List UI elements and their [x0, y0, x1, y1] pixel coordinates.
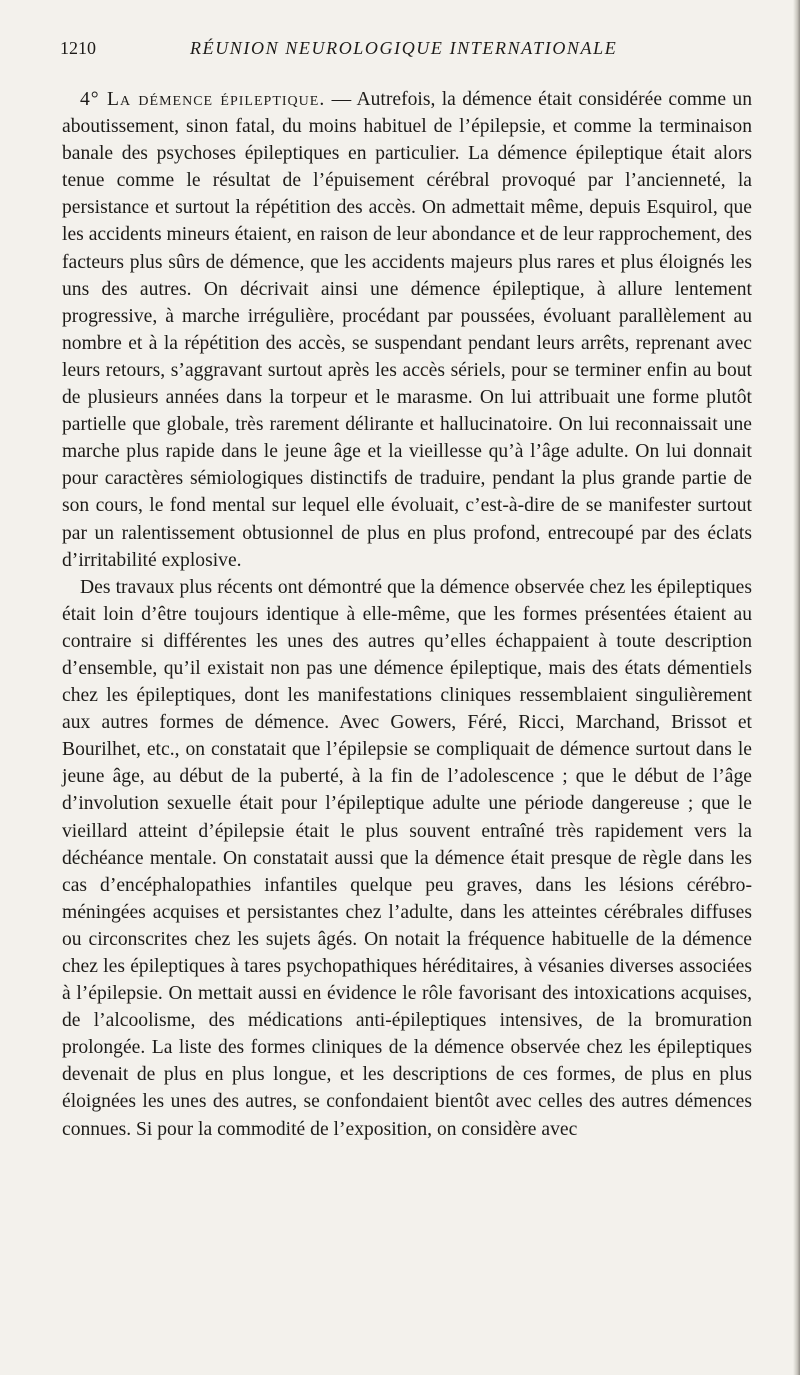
page-number: 1210 — [60, 38, 96, 58]
page-header — [60, 38, 750, 68]
section-heading: 4° La démence épileptique. — [80, 89, 326, 110]
paragraph-2: Des travaux plus récents ont démontré que la démence observée chez les épileptiques était loin d’être toujours identique à elle-même, que les formes présentées étaient au contraire si différentes les unes des autres qu’elles échappaient à toute description d’ensemble, qu’il existait non pas une démence épileptique, mais des états démentiels chez les épileptiques, dont les manifestations cliniques ressemblaient singulièrement aux autres formes de démence. Avec Gowers, Féré, Ricci, Marchand, Brissot et Bourilhet, etc., on constatait que l’épilepsie se compliquait de démence surtout dans le jeune âge, au début de la puberté, à la fin de l’adolescence ; que le début de l’âge d’involution sexuelle était pour l’épileptique adulte une période dangereuse ; que le vieillard atteint d’épilepsie était le plus souvent entraîné très rapidement vers la déchéance mentale. On constatait aussi que la démence était presque de règle dans les cas d’encéphalopathies infantiles quelque peu graves, dans les lésions cérébro-méningées acquises et persistantes chez l’adulte, dans les atteintes cérébrales diffuses ou circonscrites chez les sujets âgés. On notait la fréquence habituelle de la démence chez les épileptiques à tares psychopathiques héréditaires, à vésanies diverses associées à l’épilepsie. On mettait aussi en évidence le rôle favorisant des intoxications acquises, de l’alcoolisme, des médications anti-épileptiques intensives, de la bromuration prolongée. La liste des formes cliniques de la démence observée chez les épileptiques devenait de plus en plus longue, et les descriptions de ces formes, de plus en plus éloignées les unes des autres, se confondaient bientôt avec celles des autres démences connues. Si pour la commodité de l’exposition, on considère avec — [62, 576, 752, 1140]
paragraph-1 — [62, 86, 752, 574]
paragraph-1-text: Autrefois, la démence était considérée comme un aboutissement, sinon fatal, du moins habituel de l’épilepsie, et comme la terminaison banale des psychoses épileptiques en particulier. La démence épileptique était alors tenue comme le résultat de l’épuisement cérébral provoqué par l’ancienneté, la persistance et surtout la répétition des accès. On admettait même, depuis Esquirol, que les accidents mineurs étaient, en raison de leur abondance et de leur rapprochement, des facteurs plus sûrs de démence, que les accidents majeurs plus rares et plus éloignés les uns des autres. On décrivait ainsi une démence épileptique, à allure lentement progressive, à marche irrégulière, procédant par poussées, évoluant parallèlement au nombre et à la répétition des accès, se suspendant pendant leurs arrêts, reprenant avec leurs retours, s’aggravant surtout après les accès sériels, pour se terminer enfin au bout de plusieurs années dans la torpeur et le marasme. On lui attribuait une forme plutôt partielle que globale, très rarement délirante et hallucinatoire. On lui reconnaissait une marche plus rapide dans le jeune âge et la vieillesse qu’à l’âge adulte. On lui donnait pour caractères sémiologiques distinctifs de traduire, pendant la plus grande partie de son cours, le fond mental sur lequel elle évoluait, c’est-à-dire de se manifester surtout par un ralentissement obtusionnel de plus en plus profond, entrecoupé par des éclats d’irritabilité explosive. — [62, 89, 753, 571]
heading-dash: — — [325, 89, 357, 110]
page-edge-shadow — [793, 0, 800, 1375]
body-text — [62, 86, 752, 1143]
running-title: RÉUNION NEUROLOGIQUE INTERNATIONALE — [190, 38, 618, 58]
